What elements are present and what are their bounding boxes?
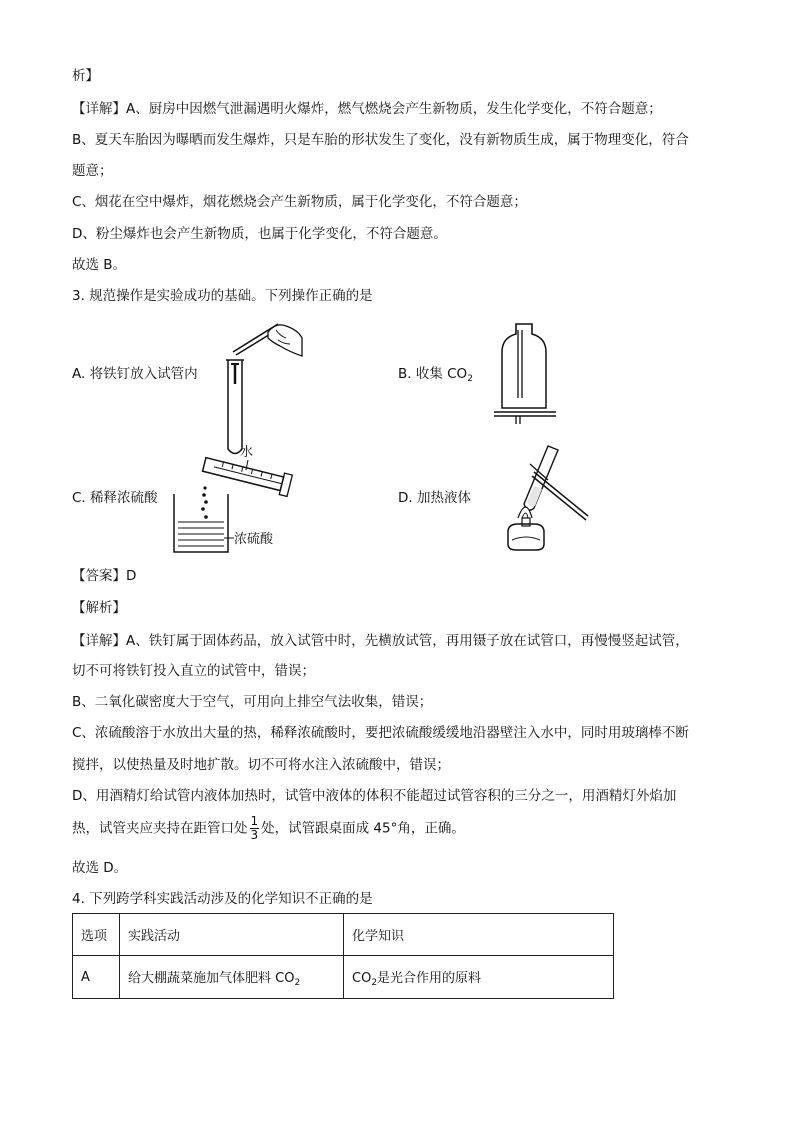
text-line: 【详解】A、铁钉属于固体药品，放入试管中时，先横放试管，再用镊子放在试管口，再慢慢竖起试管，	[72, 633, 689, 649]
table-cell: 给大棚蔬菜施加气体肥料 $CO_2$	[120, 956, 344, 999]
text-line: 【详解】A、厨房中因燃气泄漏遇明火爆炸，燃气燃烧会产生新物质，发生化学变化，不符合题意；	[72, 101, 662, 117]
text-line: D、用酒精灯给试管内液体加热时，试管中液体的体积不能超过试管容积的三分之一，用酒精灯外焰加	[72, 788, 677, 804]
text-line: 搅拌，以使热量及时地扩散。切不可将水注入浓硫酸中，错误；	[72, 757, 450, 773]
text-line: 析】	[72, 68, 99, 84]
question-3-stem: 3. 规范操作是实验成功的基础。下列操作正确的是	[72, 288, 373, 304]
table-cell: $CO_2$是光合作用的原料	[344, 956, 614, 999]
option-a-label: A. 将铁钉放入试管内	[72, 366, 198, 382]
figure-gas-collection-bottle	[460, 320, 560, 430]
text-line: 题意；	[72, 163, 113, 179]
text-line: D、粉尘爆炸也会产生新物质，也属于化学变化，不符合题意。	[72, 226, 447, 242]
text-line: 故选 D。	[72, 860, 128, 876]
text-line: C、浓硫酸溶于水放出大量的热，稀释浓硫酸时，要把浓硫酸缓缓地沿器壁注入水中，同时用玻璃棒不断	[72, 725, 689, 741]
text-line: C、烟花在空中爆炸，烟花燃烧会产生新物质，属于化学变化，不符合题意；	[72, 194, 527, 210]
text-line: 故选 B。	[72, 257, 127, 273]
question-4-table	[72, 913, 614, 999]
table-cell: A	[73, 956, 120, 999]
option-c-label: C. 稀释浓硫酸	[72, 490, 158, 506]
option-b-label: B. 收集 $CO_2$	[398, 366, 473, 384]
table-row	[73, 956, 614, 999]
figure-dilute-sulfuric-acid	[168, 438, 308, 556]
acid-label: 浓硫酸	[234, 532, 274, 547]
fraction-one-third: $\frac{1}{3}$	[250, 814, 259, 842]
question-4-stem: 4. 下列跨学科实践活动涉及的化学知识不正确的是	[72, 891, 373, 907]
text-line-with-fraction: 热，试管夹应夹持在距管口处 $\frac{1}{3}$ 处，试管跟桌面成 45°角，正确。	[72, 814, 465, 842]
text-line: B、二氧化碳密度大于空气，可用向上排空气法收集，错误；	[72, 694, 433, 710]
option-d-label: D. 加热液体	[398, 490, 471, 506]
table-header-cell: 化学知识	[344, 914, 614, 956]
text-line: B、夏天车胎因为曝晒而发生爆炸，只是车胎的形状发生了变化，没有新物质生成，属于物理变化，符合	[72, 132, 689, 148]
table-header-row	[73, 914, 614, 956]
text-line: 切不可将铁钉投入直立的试管中，错误；	[72, 663, 315, 679]
figure-heating-liquid	[478, 436, 594, 558]
water-label: 水	[240, 445, 254, 460]
answer-label: 【答案】D	[72, 568, 137, 584]
analysis-title: 【解析】	[72, 600, 126, 616]
table-header-cell: 实践活动	[120, 914, 344, 956]
table-header-cell: 选项	[73, 914, 120, 956]
